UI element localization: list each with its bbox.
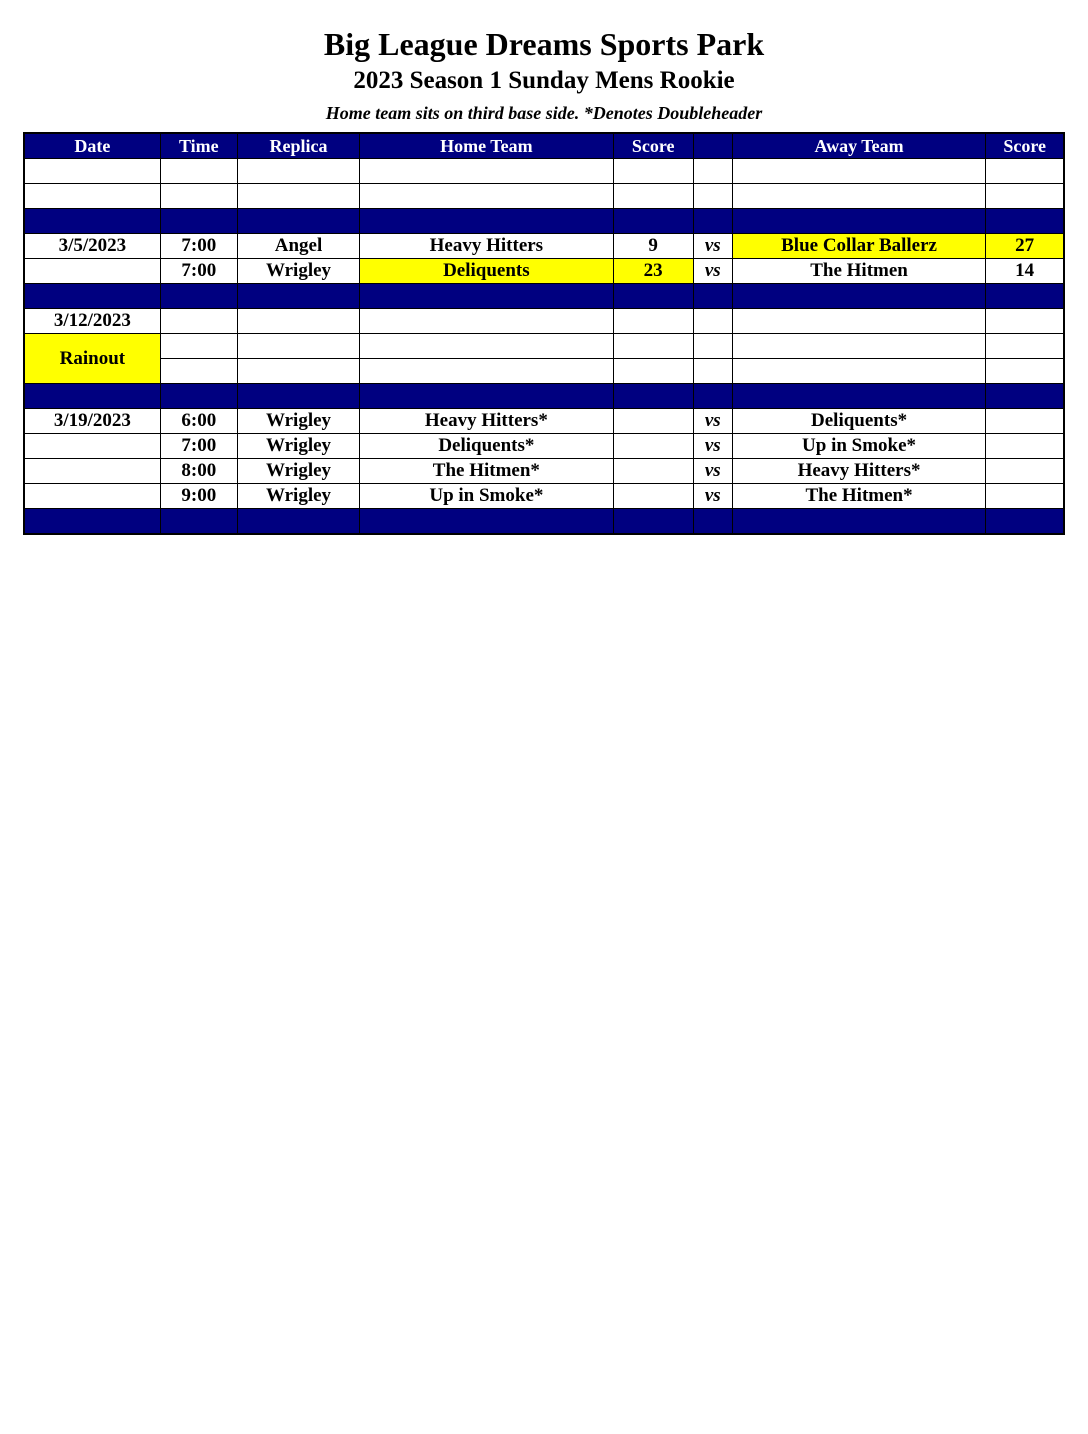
game-row: [24, 459, 1064, 484]
column-header-away-score: Score: [986, 133, 1064, 159]
home-score: [613, 409, 693, 434]
game-time: 9:00: [160, 484, 237, 509]
away-score: [986, 409, 1064, 434]
column-header-date: Date: [24, 133, 160, 159]
away-team: Deliquents*: [732, 409, 985, 434]
home-team: Heavy Hitters: [360, 234, 613, 259]
week-separator: [24, 384, 1064, 409]
away-score: [986, 484, 1064, 509]
game-date: [24, 434, 160, 459]
vs-label: vs: [693, 259, 732, 284]
week-separator: [24, 209, 1064, 234]
column-header-away-team: Away Team: [732, 133, 985, 159]
game-date: 3/12/2023: [24, 309, 160, 334]
game-row: [24, 259, 1064, 284]
column-header-time: Time: [160, 133, 237, 159]
season-subtitle: 2023 Season 1 Sunday Mens Rookie: [353, 67, 735, 94]
game-replica: Wrigley: [237, 259, 359, 284]
vs-label: vs: [693, 459, 732, 484]
game-replica: Wrigley: [237, 484, 359, 509]
game-row: [24, 309, 1064, 334]
away-score: 14: [986, 259, 1064, 284]
home-team: Heavy Hitters*: [360, 409, 613, 434]
away-team: The Hitmen*: [732, 484, 985, 509]
vs-label: vs: [693, 234, 732, 259]
vs-label: vs: [693, 434, 732, 459]
away-team: Heavy Hitters*: [732, 459, 985, 484]
game-row: [24, 409, 1064, 434]
column-header-replica: Replica: [237, 133, 359, 159]
schedule-note: Home team sits on third base side. *Denotes Doubleheader: [325, 103, 763, 123]
column-header-home-score: Score: [613, 133, 693, 159]
vs-label: vs: [693, 409, 732, 434]
game-date: 3/5/2023: [24, 234, 160, 259]
away-team-winner: Blue Collar Ballerz: [732, 234, 985, 259]
page-title: Big League Dreams Sports Park: [323, 26, 765, 62]
game-row: [24, 434, 1064, 459]
game-time: 7:00: [160, 234, 237, 259]
home-score: 9: [613, 234, 693, 259]
blank-row: [24, 159, 1064, 184]
home-score: [613, 459, 693, 484]
game-replica: Wrigley: [237, 459, 359, 484]
blank-row: [24, 184, 1064, 209]
page-header: [0, 26, 1088, 124]
game-time: 7:00: [160, 434, 237, 459]
column-header-row: [24, 133, 1064, 159]
game-time: 8:00: [160, 459, 237, 484]
away-score: [986, 459, 1064, 484]
column-header-vs: [693, 133, 732, 159]
home-team: Deliquents*: [360, 434, 613, 459]
column-header-home-team: Home Team: [360, 133, 613, 159]
game-replica: Angel: [237, 234, 359, 259]
game-row: [24, 234, 1064, 259]
home-team: The Hitmen*: [360, 459, 613, 484]
week-separator: [24, 284, 1064, 309]
home-score-winner: 23: [613, 259, 693, 284]
game-row: [24, 484, 1064, 509]
away-score: [986, 434, 1064, 459]
week-separator: [24, 509, 1064, 535]
home-team-winner: Deliquents: [360, 259, 613, 284]
game-replica: Wrigley: [237, 409, 359, 434]
schedule-table: [23, 132, 1065, 535]
rainout-badge: Rainout: [24, 334, 160, 384]
game-row: [24, 359, 1064, 384]
game-date: [24, 459, 160, 484]
away-team: The Hitmen: [732, 259, 985, 284]
home-team: Up in Smoke*: [360, 484, 613, 509]
home-score: [613, 484, 693, 509]
game-time: 6:00: [160, 409, 237, 434]
away-team: Up in Smoke*: [732, 434, 985, 459]
game-date: 3/19/2023: [24, 409, 160, 434]
game-row: [24, 334, 1064, 359]
game-replica: Wrigley: [237, 434, 359, 459]
game-date: [24, 484, 160, 509]
away-score-winner: 27: [986, 234, 1064, 259]
game-time: 7:00: [160, 259, 237, 284]
game-date: [24, 259, 160, 284]
home-score: [613, 434, 693, 459]
vs-label: vs: [693, 484, 732, 509]
